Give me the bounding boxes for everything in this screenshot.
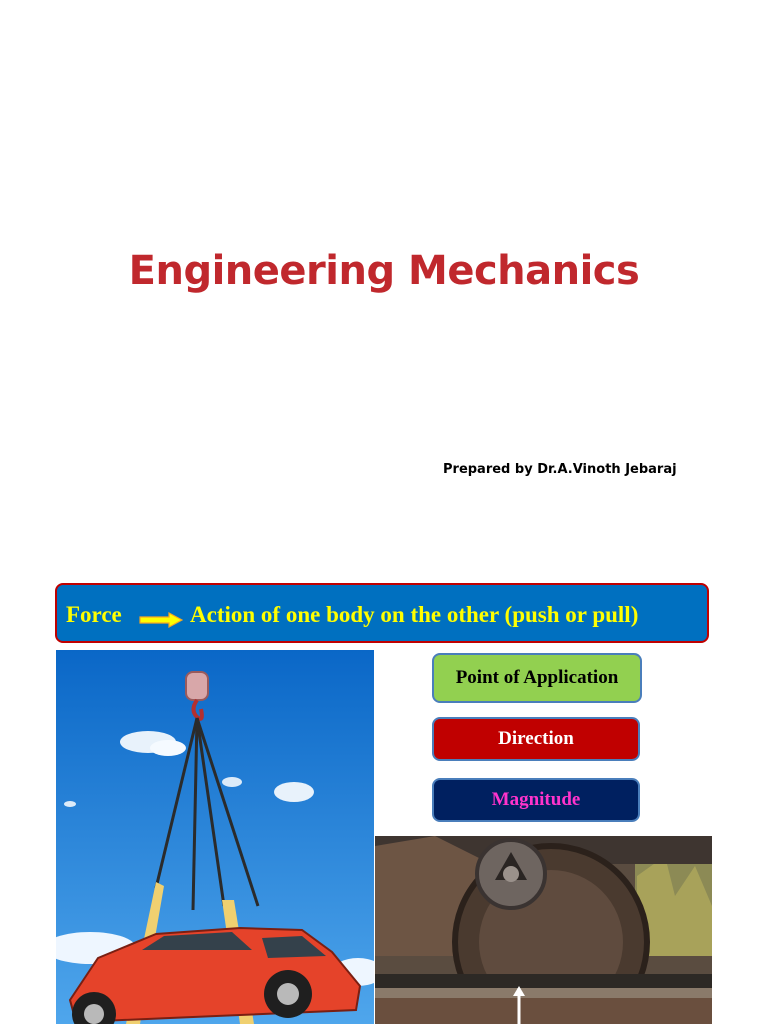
force-definition-banner [55, 583, 709, 643]
force-label: Force [66, 602, 122, 627]
magnitude-tag: Magnitude [432, 778, 640, 822]
train-wheel-on-rail-photo [375, 836, 712, 1024]
direction-tag: Direction [432, 717, 640, 761]
force-definition-text: Action of one body on the other (push or pull) [190, 602, 639, 627]
document-title: Engineering Mechanics [128, 248, 640, 294]
car-lifted-by-crane-photo [56, 650, 374, 1024]
point-of-application-tag: Point of Application [432, 653, 642, 703]
author-byline: Prepared by Dr.A.Vinoth Jebaraj [443, 462, 677, 477]
right-arrow-icon [139, 612, 183, 628]
